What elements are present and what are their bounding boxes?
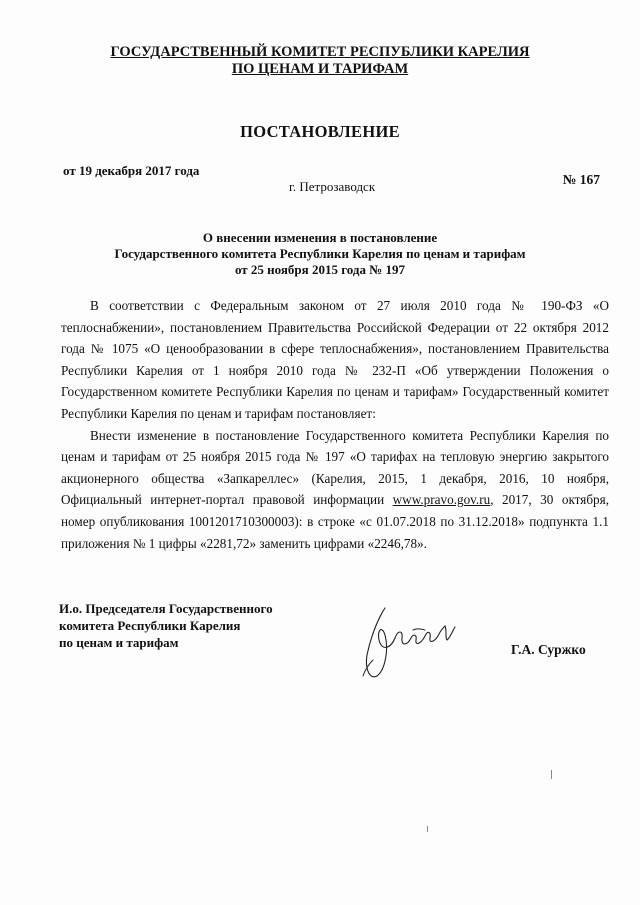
- subject-line3: от 25 ноября 2015 года № 197: [234, 262, 406, 277]
- subject-line2: Государственного комитета Республики Карелия по ценам и тарифам: [114, 246, 526, 261]
- handwritten-signature-icon: [355, 600, 475, 685]
- signatory-name: Г.А. Суржко: [511, 642, 586, 657]
- signatory-title-line3: по ценам и тарифам: [59, 635, 179, 650]
- document-subject: [90, 230, 550, 278]
- committee-header: [60, 44, 580, 78]
- paragraph-2-text-start: Внести изменение в постановление Государственного комитета Республики Карелия по ценам и тарифам от 25 ноября 2015 года № 197 «О тарифах на тепловую энергию закрытого акционерного общества «Запкареллес» (Карелия, 2015, 1 декабря, 2016, 10 ноября, Официальный интернет-портал правовой информации: [61, 427, 609, 508]
- document-type-title: ПОСТАНОВЛЕНИЕ: [240, 122, 400, 141]
- document-date: от 19 декабря 2017 года: [63, 163, 200, 178]
- committee-header-line2: ПО ЦЕНАМ И ТАРИФАМ: [231, 61, 409, 77]
- subject-line1: О внесении изменения в постановление: [202, 230, 438, 245]
- pravo-gov-link[interactable]: www.pravo.gov.ru: [392, 492, 491, 508]
- committee-header-line1: ГОСУДАРСТВЕННЫЙ КОМИТЕТ РЕСПУБЛИКИ КАРЕЛИЯ: [110, 44, 530, 60]
- signatory-title-line1: И.о. Председателя Государственного: [59, 601, 273, 616]
- scan-speck: [427, 826, 428, 832]
- body-paragraph-2: [61, 425, 609, 555]
- signatory-title-line2: комитета Республики Карелия: [59, 618, 241, 633]
- body-paragraph-1: В соответствии с Федеральным законом от 27 июля 2010 года № 190-ФЗ «О теплоснабжении», постановлением Правительства Российской Федерации от 22 октября 2012 года № 1075 «О ценообразовании в сфере теплоснабжения», постановлением Правительства Республики Карелия от 1 ноября 2010 года № 232-П «Об утверждении Положения о Государственном комитете Республики Карелия по ценам и тарифам» Государственный комитет Республики Карелия по ценам и тарифам постановляет:: [61, 298, 609, 421]
- document-number: № 167: [562, 172, 600, 187]
- paragraph-2-text-end: , 2017, 30 октября, номер опубликования 1001201710300003): в строке «с 01.07.2018 по 31.12.2018» подпункта 1.1 приложения № 1 цифры «2281,72» заменить цифрами «2246,78».: [61, 492, 609, 551]
- signatory-title: [59, 600, 273, 651]
- scan-speck: [551, 770, 552, 779]
- document-body: [61, 295, 609, 554]
- document-city: г. Петрозаводск: [289, 179, 376, 194]
